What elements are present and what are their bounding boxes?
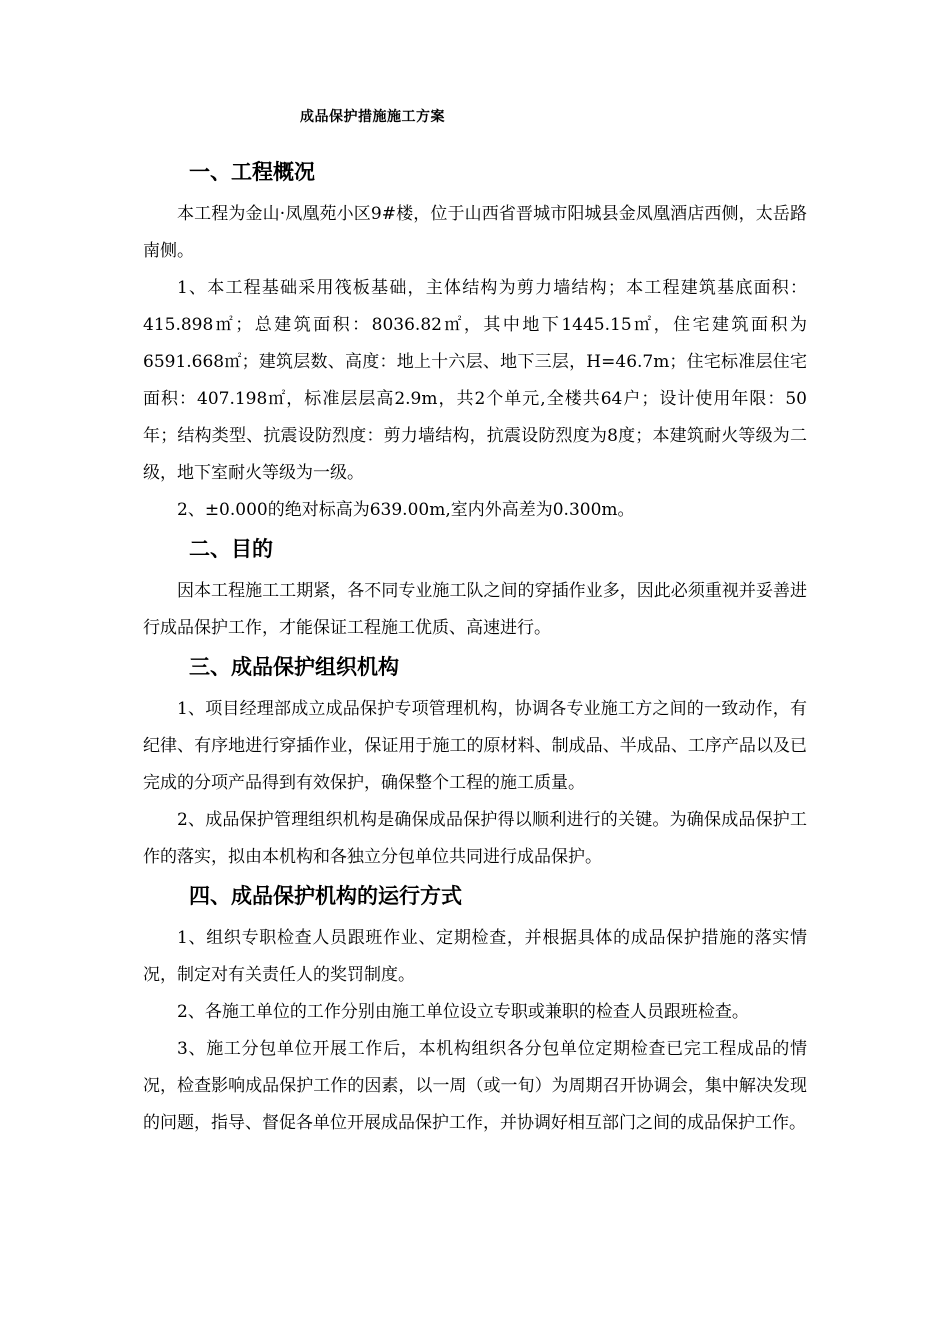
section-heading: 一、工程概况 (189, 160, 315, 184)
paragraph: 因本工程施工工期紧，各不同专业施工队之间的穿插作业多，因此必须重视并妥善进行成品保护工作，才能保证工程施工优质、高速进行。 (143, 581, 807, 638)
section-heading: 二、目的 (189, 537, 273, 561)
section-heading: 三、成品保护组织机构 (189, 655, 399, 679)
section-heading: 四、成品保护机构的运行方式 (189, 884, 462, 908)
document-body (143, 152, 807, 1142)
section-overview (143, 152, 807, 529)
section-organization (143, 647, 807, 876)
section-purpose (143, 529, 807, 647)
paragraph: 3、施工分包单位开展工作后，本机构组织各分包单位定期检查已完工程成品的情况，检查影响成品保护工作的因素，以一周（或一旬）为周期召开协调会，集中解决发现的问题，指导、督促各单位开展成品保护工作，并协调好相互部门之间的成品保护工作。 (143, 1039, 807, 1133)
paragraph: 2、各施工单位的工作分别由施工单位设立专职或兼职的检查人员跟班检查。 (177, 1002, 749, 1022)
paragraph: 本工程为金山·凤凰苑小区9#楼，位于山西省晋城市阳城县金凤凰酒店西侧，太岳路南侧。 (143, 204, 807, 261)
document-title: 成品保护措施施工方案 (300, 109, 445, 125)
paragraph: 1、组织专职检查人员跟班作业、定期检查，并根据具体的成品保护措施的落实情况，制定对有关责任人的奖罚制度。 (143, 928, 807, 985)
paragraph: 1、项目经理部成立成品保护专项管理机构，协调各专业施工方之间的一致动作，有纪律、有序地进行穿插作业，保证用于施工的原材料、制成品、半成品、工序产品以及已完成的分项产品得到有效保护，确保整个工程的施工质量。 (143, 699, 807, 793)
section-operation (143, 876, 807, 1142)
paragraph: 2、成品保护管理组织机构是确保成品保护得以顺利进行的关键。为确保成品保护工作的落实，拟由本机构和各独立分包单位共同进行成品保护。 (143, 810, 807, 867)
paragraph: 2、±0.000的绝对标高为639.00m,室内外高差为0.300m。 (177, 500, 635, 520)
paragraph: 1、本工程基础采用筏板基础，主体结构为剪力墙结构；本工程建筑基底面积：415.898㎡；总建筑面积：8036.82㎡，其中地下1445.15㎡，住宅建筑面积为6591.668㎡；建筑层数、高度：地上十六层、地下三层，H=46.7m；住宅标准层住宅面积：407.198㎡，标准层层高2.9m，共2个单元,全楼共64户；设计使用年限：50年；结构类型、抗震设防烈度：剪力墙结构，抗震设防烈度为8度；本建筑耐火等级为二级，地下室耐火等级为一级。 (143, 278, 807, 483)
